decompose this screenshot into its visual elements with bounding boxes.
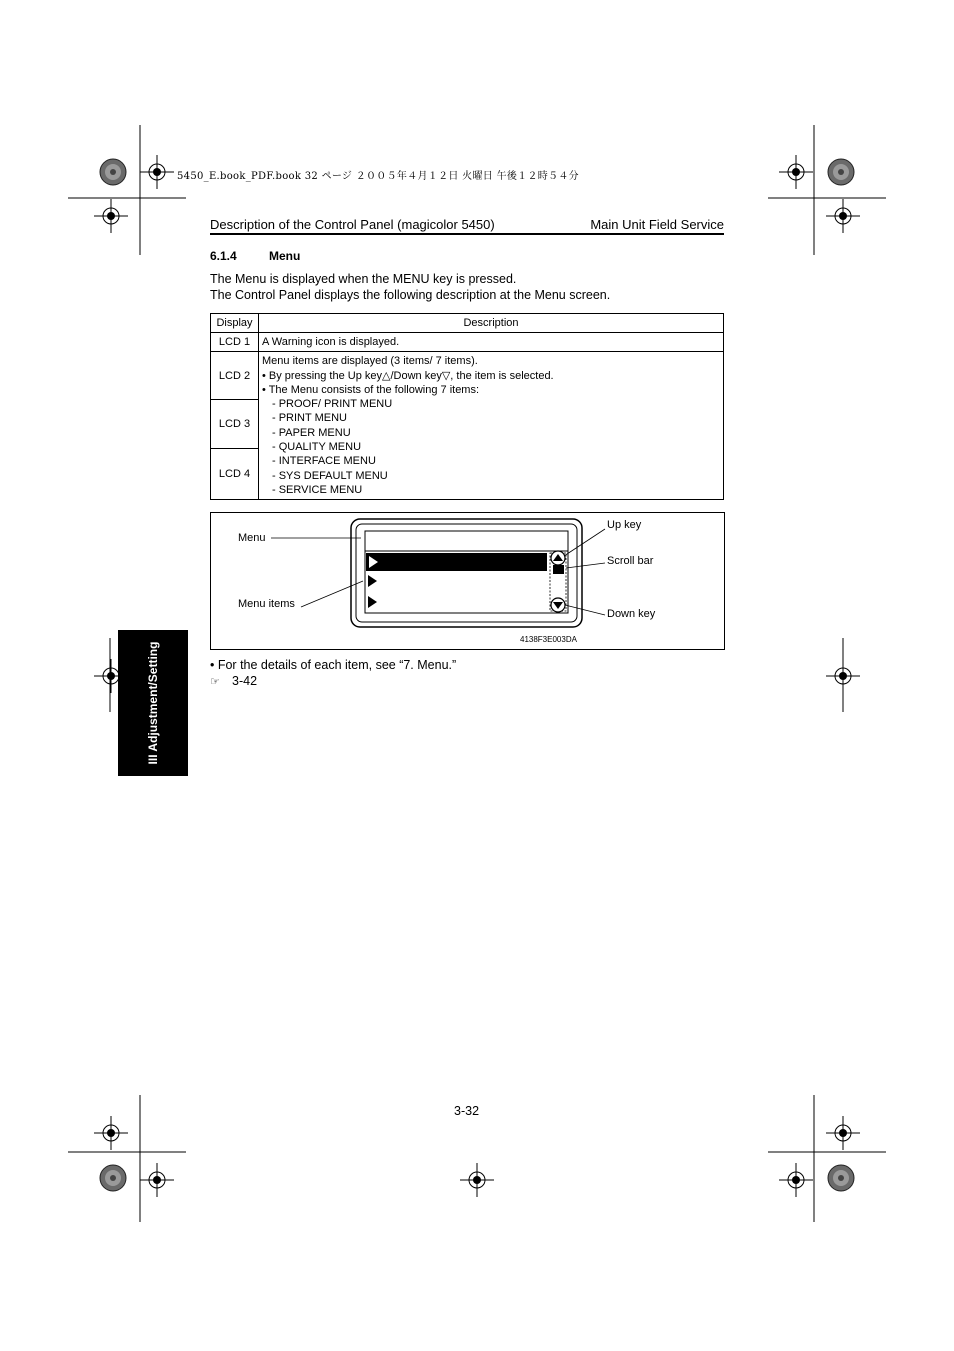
description-line: • By pressing the Up key△/Down key▽, the item is selected. — [262, 369, 554, 382]
column-header: Description — [259, 314, 724, 333]
chapter-side-tab — [118, 630, 188, 776]
table-header-row — [211, 314, 724, 333]
lcd-panel-illustration — [211, 513, 724, 649]
description-line: • The Menu consists of the following 7 items: — [262, 383, 480, 396]
figure-id: 4138F3E003DA — [520, 635, 577, 644]
print-info-line: 5450_E.book_PDF.book 32 ページ ２００５年４月１２日 火曜日 午後１２時５４分 — [177, 171, 579, 182]
intro-line: The Menu is displayed when the MENU key is pressed. — [210, 272, 517, 286]
intro-line: The Control Panel displays the following description at the Menu screen. — [210, 288, 611, 302]
header-section: Main Unit Field Service — [590, 217, 724, 232]
menu-list-item: - PRINT MENU — [272, 412, 347, 425]
page-reference — [210, 674, 257, 688]
menu-list-item: - SYS DEFAULT MENU — [272, 469, 388, 482]
description-cell: A Warning icon is displayed. — [259, 333, 724, 352]
description-cell — [259, 352, 724, 500]
section-title: Menu — [269, 249, 301, 263]
callout-menu-items: Menu items — [238, 598, 295, 610]
menu-list-item: - INTERFACE MENU — [272, 455, 376, 468]
callout-up-key: Up key — [607, 519, 642, 531]
lcd-diagram — [210, 512, 725, 650]
callout-scroll-bar: Scroll bar — [607, 555, 654, 567]
menu-list-item: - PAPER MENU — [272, 426, 351, 439]
menu-list-item: - PROOF/ PRINT MENU — [272, 398, 393, 411]
column-header: Display — [211, 314, 259, 333]
display-cell: LCD 2 — [211, 352, 259, 400]
display-cell: LCD 1 — [211, 333, 259, 352]
display-cell: LCD 3 — [211, 400, 259, 449]
header-title: Description of the Control Panel (magicolor 5450) — [210, 217, 495, 232]
callout-down-key: Down key — [607, 608, 656, 620]
section-number: 6.1.4 — [210, 249, 237, 263]
callout-menu: Menu — [238, 532, 266, 544]
reference-page-link[interactable]: 3-42 — [232, 674, 258, 688]
display-cell: LCD 4 — [211, 449, 259, 500]
description-table — [210, 313, 724, 500]
menu-list-item: - SERVICE MENU — [272, 483, 363, 496]
menu-list-item: - QUALITY MENU — [272, 441, 362, 454]
description-line: Menu items are displayed (3 items/ 7 items). — [262, 355, 478, 368]
reference-hand-icon: ☞ — [210, 676, 220, 688]
header-rule — [210, 233, 724, 235]
table-row — [211, 333, 724, 352]
table-row — [211, 352, 724, 400]
page-number: 3-32 — [454, 1104, 480, 1118]
chapter-tab-label: III Adjustment/Setting — [146, 641, 160, 765]
note-text: • For the details of each item, see “7. Menu.” — [210, 658, 457, 672]
intro-text — [210, 271, 610, 303]
